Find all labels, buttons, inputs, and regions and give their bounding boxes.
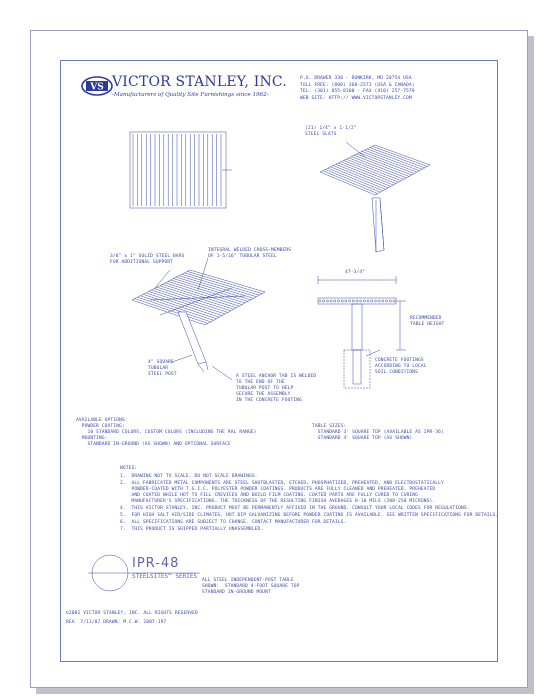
elevation-slat-section [337, 300, 339, 302]
elevation-slat-section [323, 300, 325, 302]
notes-line-6: MANUFACTURER'S SPECIFICATIONS. THE THICKNESS OF THE RESULTING FINISH AVERAGES 8-10 MILS (200-250 MICRONS). [120, 499, 436, 504]
callout-footings-2: ACCORDING TO LOCAL [375, 364, 427, 369]
iso-view-small [320, 142, 430, 252]
elevation-slat-section [349, 300, 351, 302]
elevation-slat-section [363, 300, 365, 302]
iso-small-slat [325, 169, 380, 192]
iso-large-slat [179, 276, 254, 299]
elevation-slat-section [389, 300, 391, 302]
notes-line-3: 2. ALL FABRICATED METAL COMPONENTS ARE STEEL SHOTBLASTED, ETCHED, PHOSPHATIZED, PREHEATED, AND ELECTROSTATICALLY [120, 481, 444, 486]
iso-small-slat [336, 164, 391, 186]
elevation-slat-section [326, 300, 328, 302]
elevation-slat-section [319, 300, 321, 302]
contact-line-4: WEB SITE: HTTP:// WWW.VICTORSTANLEY.COM [300, 95, 412, 101]
copyright: ©2002 VICTOR STANLEY, INC. ALL RIGHTS RESERVED [66, 611, 198, 616]
elevation-slat-section [367, 300, 369, 302]
iso-large-slat [168, 281, 242, 304]
notes-line-4: POWDER-COATED WITH T.G.I.C. POLYESTER POWDER COATINGS. PRODUCTS ARE FULLY CLEANED AND PREHEATED, PREHEATED [120, 487, 436, 492]
options-line-2: POWDER COATING: [76, 424, 125, 429]
options-line-4: MOUNTING: [76, 436, 108, 441]
elevation-slat-section [334, 300, 336, 302]
callout-bars-2: FOR ADDITIONAL SUPPORT [110, 260, 174, 265]
callout-anchor-3: TUBULAR POST TO HELP [236, 386, 294, 391]
iso-large-slat [171, 280, 245, 303]
callout-height-2: TABLE HEIGHT [410, 322, 445, 327]
options-line-3: 10 STANDARD COLORS, CUSTOM COLORS (INCLUDING THE RAL RANGE) [76, 430, 257, 435]
revision: REV. 7/11/07 DRAWN: M.C.W. 2007-197 [66, 620, 167, 625]
iso-small-slat [338, 163, 393, 185]
iso-small-slat [346, 159, 401, 181]
callout-anchor-5: IN THE CONCRETE FOOTING [236, 398, 302, 403]
iso-large-slat [165, 283, 239, 306]
notes-line-9: 6. ALL SPECIFICATIONS ARE SUBJECT TO CHANGE. CONTACT MANUFACTURER FOR DETAILS. [120, 520, 347, 525]
sizes-line-3: STANDARD 4' SQUARE TOP (AS SHOWN) [312, 436, 413, 441]
callout-anchor-1: A STEEL ANCHOR TAB IS WELDED [236, 374, 317, 379]
notes-line-8: 5. FOR HIGH SALT AIR/SIDE CLIMATES, HOT DIP GALVANIZING BEFORE POWDER COATING IS AVAILABLE. SEE WRITTEN SPECIFICATIONS FOR DETAILS. [120, 513, 499, 518]
contact-line-1: P.O. DRAWER 330 - DUNKIRK, MD 20754 USA [300, 76, 412, 81]
callout-slats-1: (21) 1/4" x 1-1/2" [305, 126, 357, 131]
model-desc-2: SHOWN: STANDARD 4-FOOT SQUARE TOP [202, 584, 300, 589]
iso-small-slat [333, 166, 388, 188]
model-desc-1: ALL STEEL INDEPENDENT-POST TABLE [202, 578, 294, 583]
elevation-slat-section [382, 300, 384, 302]
iso-small-slat [323, 171, 378, 194]
iso-small-slat [341, 162, 396, 184]
notes-line-10: 7. THIS PRODUCT IS SHIPPED PARTIALLY UNASSEMBLED. [120, 527, 264, 532]
brand-tagline: -Manufacturers of Quality Site Furnishings since 1962- [112, 92, 269, 98]
elevation-slat-section [378, 300, 380, 302]
callout-height-1: RECOMMENDED [410, 316, 442, 321]
brand-name: VICTOR STANLEY, INC. [112, 74, 287, 90]
iso-small-slat [328, 168, 383, 191]
callout-footings-1: CONCRETE FOOTINGS [375, 358, 424, 363]
sizes-line-2: STANDARD 3' SQUARE TOP (AVAILABLE AS IPR-36) [312, 430, 444, 435]
elevation-slat-section [345, 300, 347, 302]
callout-bars-1: 3/8" x 1" SOLID STEEL BARS [110, 254, 185, 259]
notes-line-7: 4. THIS VICTOR STANLEY, INC. PRODUCT MUST BE PERMANENTLY AFFIXED IN THE GROUND. CONSULT YOUR LOCAL CODES FOR REGULATIONS. [120, 506, 470, 511]
notes-line-1: NOTES: [120, 466, 138, 471]
options-line-5: STANDARD IN-GROUND (AS SHOWN) AND OPTIONAL SURFACE [76, 442, 231, 447]
callout-post-1: 4" SQUARE [148, 360, 174, 365]
model-series: STEELSITES™ SERIES [132, 573, 198, 580]
iso-small-slat [330, 167, 385, 189]
elevation-slat-section [352, 300, 354, 302]
elevation-slat-section [374, 300, 376, 302]
elevation-slat-section [356, 300, 358, 302]
iso-large-slat [187, 271, 262, 293]
callout-anchor-2: TO THE END OF THE [236, 380, 285, 385]
callout-post-2: TUBULAR [148, 366, 169, 371]
model-code: IPR-48 [132, 556, 180, 571]
elevation-slat-section [341, 300, 343, 302]
elevation-slat-section [386, 300, 388, 302]
callout-footings-3: SOIL CONDITIONS [375, 370, 418, 375]
callout-cross-2: OF 1-5/16" TUBULAR STEEL [208, 254, 277, 259]
callout-post-3: STEEL POST [148, 372, 177, 377]
iso-small-slat [349, 158, 404, 179]
callout-slats-2: STEEL SLATS [305, 132, 337, 137]
model-desc-3: STANDARD IN-GROUND MOUNT [202, 590, 271, 595]
iso-large-slat [182, 274, 257, 296]
elevation-slat-section [393, 300, 395, 302]
svg-text:VS: VS [90, 82, 104, 93]
iso-small-slat [344, 160, 399, 182]
elevation-slat-section [330, 300, 332, 302]
elevation-slat-section [360, 300, 362, 302]
callout-cross-1: INTEGRAL WELDED CROSS-MEMBERS [208, 248, 292, 253]
plan-view [130, 132, 232, 208]
options-line-1: AVAILABLE OPTIONS: [76, 418, 128, 423]
contact-line-2: TOLL FREE: (800) 368-2573 (USA & CANADA) [300, 82, 415, 88]
contact-line-3: TEL: (301) 855-8300 - FAX (410) 257-7579 [300, 89, 415, 94]
iso-large-slat [173, 279, 247, 302]
notes-line-2: 1. DRAWING NOT TO SCALE. DO NOT SCALE DRAWINGS. [120, 474, 258, 479]
elevation-slat-section [371, 300, 373, 302]
callout-anchor-4: SECURE THE ASSEMBLY [236, 392, 291, 397]
sizes-line-1: TABLE SIZES: [312, 424, 347, 429]
notes-line-5: AND COATED WHILE HOT TO FILL CREVICES AND BUILD FILM COATING. COATED PARTS ARE FULLY CURED TO CURING [120, 493, 419, 498]
callout-width: 47-3/4" [345, 270, 366, 275]
